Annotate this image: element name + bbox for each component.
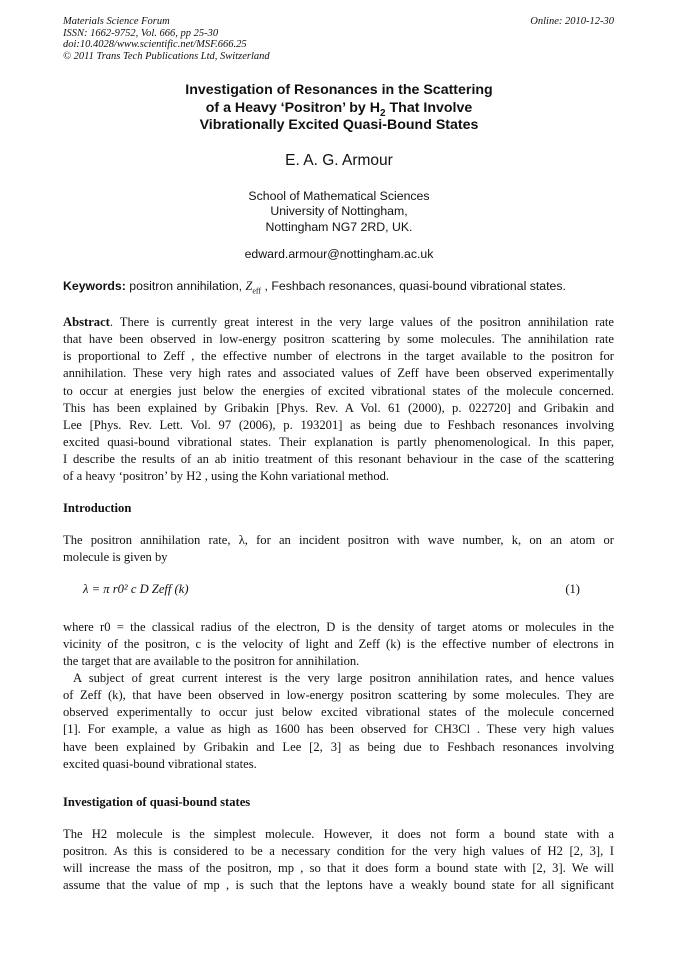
issn-line: ISSN: 1662-9752, Vol. 666, pp 25-30 bbox=[63, 27, 219, 39]
abstract bbox=[63, 314, 614, 485]
journal-metadata bbox=[63, 16, 270, 62]
online-date: Online: 2010-12-30 bbox=[530, 16, 614, 27]
paragraph-line: will increase the mass of the positron, mp , so that it does form a bound state with [2, 3]. We will bbox=[63, 861, 614, 876]
title-line-1: Investigation of Resonances in the Scattering bbox=[185, 82, 493, 98]
paragraph-line: [1]. For example, a value as high as 1600 has been observed for CH3Cl . These very high values bbox=[63, 722, 614, 737]
affiliation-line: University of Nottingham, bbox=[270, 204, 408, 219]
section-heading-quasi-bound: Investigation of quasi-bound states bbox=[63, 795, 251, 809]
paragraph-line: excited quasi-bound vibrational states. bbox=[63, 756, 257, 771]
keywords-label: Keywords: bbox=[63, 279, 126, 293]
doi-line: doi:10.4028/www.scientific.net/MSF.666.25 bbox=[63, 39, 247, 50]
paragraph-line: observed experimentally to occur just below excited vibrational states of the molecule concerned bbox=[63, 705, 614, 720]
equation-1 bbox=[63, 580, 614, 602]
affiliation-line: Nottingham NG7 2RD, UK. bbox=[265, 219, 413, 234]
paragraph-line: the target that are available to the positron for annihilation. bbox=[63, 654, 360, 669]
introduction-paragraph-1 bbox=[63, 532, 614, 566]
abstract-line: of a heavy ‘positron’ by H2 , using the Kohn variational method. bbox=[63, 469, 390, 484]
paragraph-line: molecule is given by bbox=[63, 550, 168, 565]
paper-title bbox=[63, 82, 615, 135]
section-heading-introduction: Introduction bbox=[63, 501, 132, 515]
affiliation-line: School of Mathematical Sciences bbox=[248, 189, 430, 203]
paragraph-line: of Zeff (k), that have been observed in low-energy positron scattering by some molecules. They are bbox=[63, 688, 614, 703]
paragraph-line: assume that the value of mp , is such that the leptons have a weakly bound state for all significant bbox=[63, 878, 614, 893]
paragraph-line: have been explained by Gribakin and Lee [2, 3] as being due to Feshbach resonances involving bbox=[63, 739, 614, 754]
paragraph-line: where r0 = the classical radius of the electron, D is the density of target atoms or molecules in the bbox=[63, 620, 614, 634]
journal-name: Materials Science Forum bbox=[63, 16, 170, 27]
paragraph-line: The H2 molecule is the simplest molecule. However, it does not form a bound state with a bbox=[63, 827, 614, 841]
title-line-3: Vibrationally Excited Quasi-Bound States bbox=[199, 117, 479, 133]
abstract-line: Abstract. There is currently great interest in the very large values of the positron annihilation rate bbox=[63, 315, 614, 329]
abstract-line: Lee [Phys. Rev. Lett. Vol. 97 (2006), p. 193201] as being due to Feshbach resonances involving bbox=[63, 417, 614, 432]
author-name: E. A. G. Armour bbox=[285, 152, 393, 169]
abstract-line: is proportional to Zeff , the effective number of electrons in the target available to the positron for bbox=[63, 349, 614, 364]
author-email[interactable]: edward.armour@nottingham.ac.uk bbox=[244, 247, 434, 261]
paragraph-line: A subject of great current interest is the very large positron annihilation rates, and hence values bbox=[73, 671, 614, 685]
abstract-line: excited quasi-bound vibrational states. Their explanation is partly phenomenological. In this paper, bbox=[63, 434, 614, 449]
abstract-line: to occur at energies just below the energies of excited vibrational states of the molecule concerned. bbox=[63, 383, 614, 398]
title-line-2: of a Heavy ‘Positron’ by $H_2$ That Involve bbox=[205, 99, 473, 119]
quasi-bound-paragraph bbox=[63, 826, 614, 895]
introduction-paragraph-3 bbox=[63, 670, 614, 773]
abstract-line: annihilation. These very high rates and associated values of Zeff have been observed experimentally bbox=[63, 366, 614, 381]
abstract-line: that have been observed in low-energy positron scattering by some molecules. The annihilation rate bbox=[63, 332, 614, 347]
paragraph-line: positron. As this is considered to be a necessary condition for the very high values of H2 [2, 3], I bbox=[63, 844, 614, 859]
equation-formula: λ = π r0² c D Zeff (k) bbox=[83, 582, 189, 596]
paragraph-line: The positron annihilation rate, λ, for an incident positron with wave number, k, on an atom or bbox=[63, 533, 614, 547]
affiliation bbox=[63, 189, 615, 235]
abstract-label: Abstract bbox=[63, 315, 110, 329]
equation-number: (1) bbox=[565, 582, 580, 596]
keywords: Keywords: positron annihilation, $Z_{eff}$ , Feshbach resonances, quasi-bound vibrational states. bbox=[63, 279, 566, 296]
copyright-line: © 2011 Trans Tech Publications Ltd, Switzerland bbox=[63, 50, 270, 62]
paragraph-line: vicinity of the positron, c is the velocity of light and Zeff (k) is the effective number of electrons in bbox=[63, 637, 614, 652]
abstract-line: This has been explained by Gribakin [Phys. Rev. A Vol. 61 (2000), p. 022720] and Gribakin and bbox=[63, 400, 614, 415]
abstract-line: I describe the results of an ab initio treatment of this resonant behaviour in the case of the scattering bbox=[63, 452, 614, 467]
introduction-paragraph-2 bbox=[63, 619, 614, 670]
